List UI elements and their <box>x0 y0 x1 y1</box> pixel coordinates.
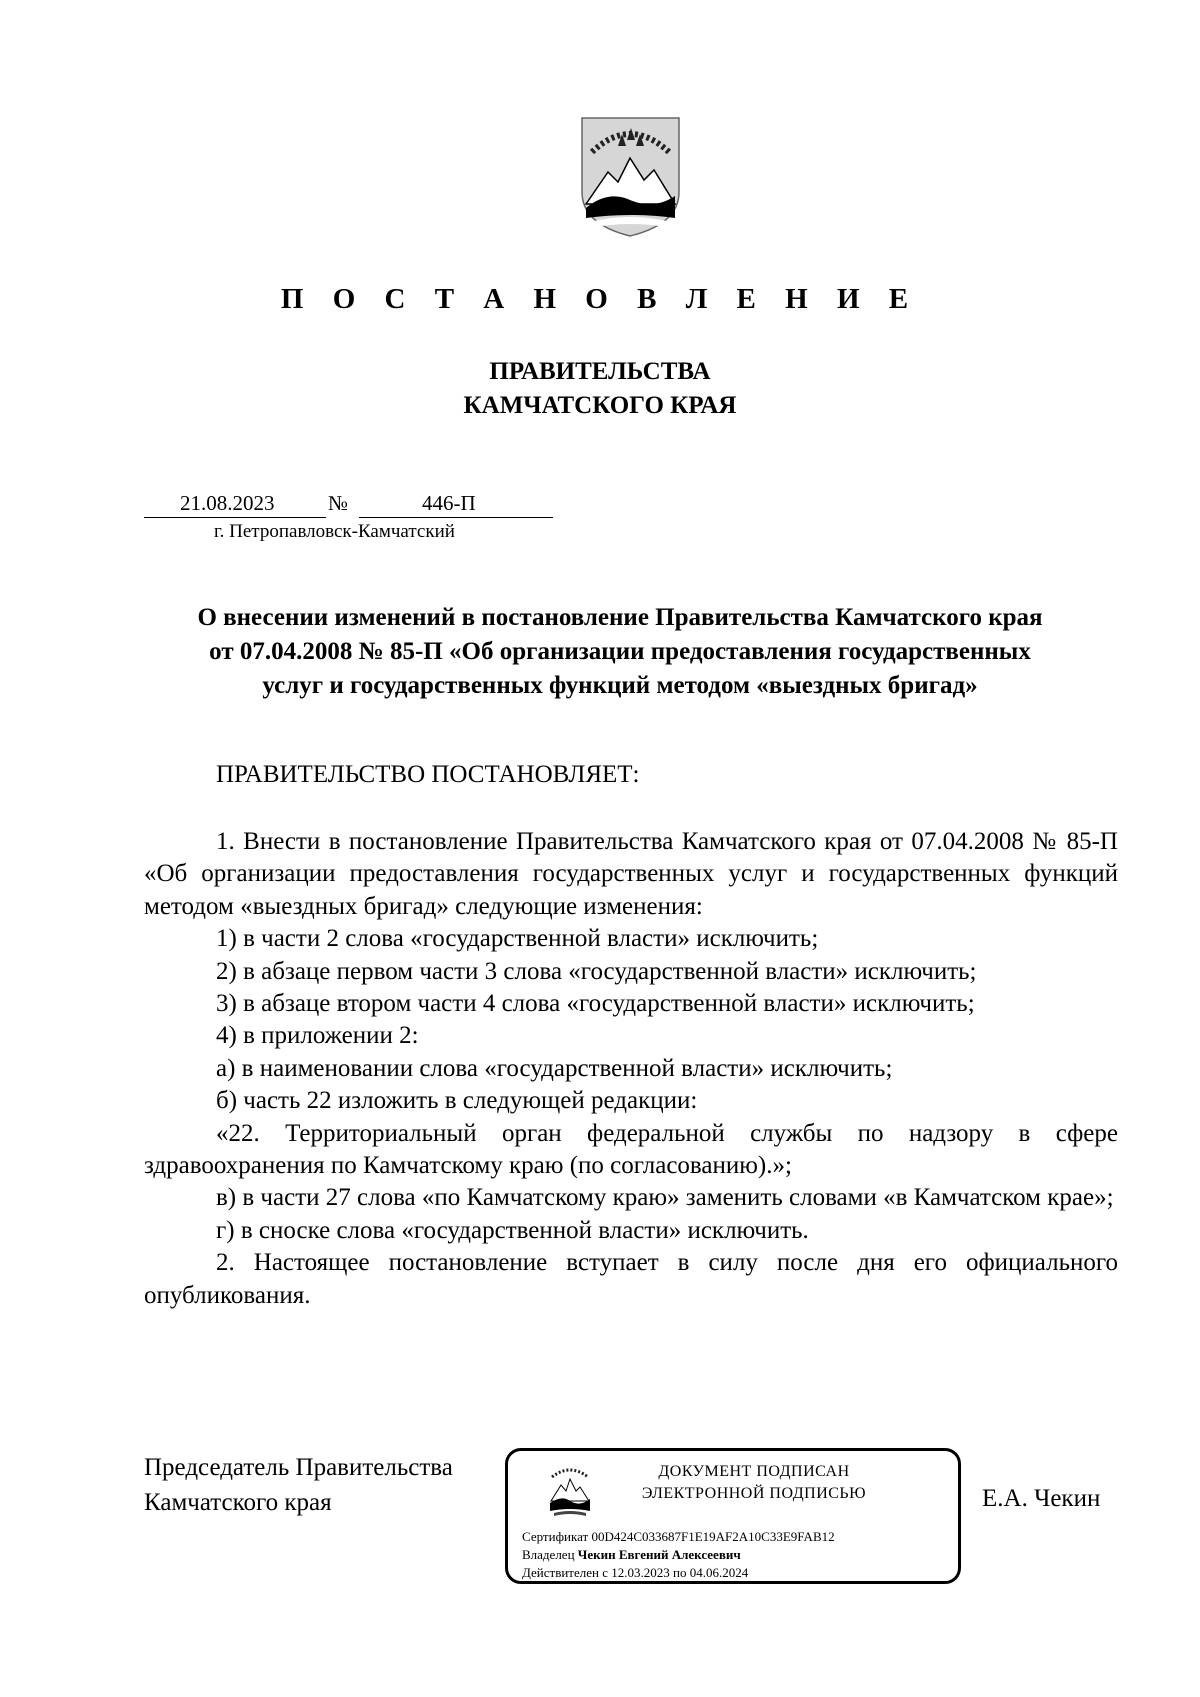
paragraph: 2. Настоящее постановление вступает в силу после дня его официального опубликования. <box>144 1249 1118 1309</box>
valid-to-label: по <box>673 1565 687 1580</box>
certificate-label: Сертификат <box>522 1529 589 1544</box>
subject-line-2: от 07.04.2008 № 85-П «Об организации предоставления государственных <box>209 638 1031 665</box>
signer-title <box>144 1450 453 1520</box>
date-number-line <box>144 491 552 519</box>
electronic-signature-stamp <box>505 1448 961 1584</box>
validity-label: Действителен <box>522 1565 599 1580</box>
paragraph: 2) в абзаце первом части 3 слова «государственной власти» исключить; <box>216 957 977 985</box>
number-sign: № <box>328 491 349 515</box>
number-underline <box>359 517 553 518</box>
owner-label: Владелец <box>522 1547 575 1562</box>
document-body <box>144 826 1118 1312</box>
paragraph: «22. Территориальный орган федеральной службы по надзору в сфере здравоохранения по Камчатскому краю (по согласованию).»; <box>144 1119 1118 1180</box>
subject-line-3: услуг и государственных функций методом «выездных бригад» <box>262 672 978 699</box>
paragraph: б) часть 22 изложить в следующей редакции: <box>216 1087 698 1115</box>
signer-title-line-1: Председатель Правительства <box>144 1454 453 1481</box>
validity-line <box>522 1565 748 1581</box>
date-underline <box>144 517 326 518</box>
paragraph: г) в сноске слова «государственной власти» исключить. <box>216 1216 809 1244</box>
authority-line-1: ПРАВИТЕЛЬСТВА <box>489 358 711 385</box>
paragraph: 1. Внести в постановление Правительства Камчатского края от 07.04.2008 № 85-П «Об организации предоставления государственных услуг и государственных функций методом «выездных бригад» следующие изменения: <box>144 828 1118 920</box>
kamchatka-emblem-icon <box>578 112 683 240</box>
document-number: 446-П <box>422 491 476 515</box>
certificate-line <box>522 1529 835 1545</box>
paragraph: в) в части 27 слова «по Камчатскому краю» заменить словами «в Камчатском крае»; <box>216 1184 1114 1212</box>
certificate-value: 00D424C033687F1E19AF2A10C33E9FAB12 <box>591 1529 835 1544</box>
document-date: 21.08.2023 <box>180 491 275 515</box>
resolves-heading: ПРАВИТЕЛЬСТВО ПОСТАНОВЛЯЕТ: <box>216 761 640 788</box>
stamp-heading <box>604 1461 904 1505</box>
document-subject <box>140 601 1100 703</box>
stamp-heading-line-1: ДОКУМЕНТ ПОДПИСАН <box>658 1463 850 1480</box>
signer-title-line-2: Камчатского края <box>144 1489 332 1516</box>
valid-to: 04.06.2024 <box>689 1565 749 1580</box>
stamp-heading-line-2: ЭЛЕКТРОННОЙ ПОДПИСЬЮ <box>641 1485 867 1502</box>
paragraph: 4) в приложении 2: <box>216 1022 419 1050</box>
stamp-emblem-icon <box>548 1461 592 1519</box>
owner-line <box>522 1547 741 1563</box>
paragraph: а) в наименовании слова «государственной власти» исключить; <box>216 1054 893 1082</box>
authority-line-2: КАМЧАТСКОГО КРАЯ <box>463 392 737 419</box>
owner-value: Чекин Евгений Алексеевич <box>577 1547 741 1562</box>
subject-line-1: О внесении изменений в постановление Правительства Камчатского края <box>197 604 1043 631</box>
document-title: П О С Т А Н О В Л Е Н И Е <box>280 283 920 315</box>
valid-from: 12.03.2023 <box>611 1565 670 1580</box>
paragraph: 3) в абзаце втором части 4 слова «государственной власти» исключить; <box>216 990 975 1018</box>
paragraph: 1) в части 2 слова «государственной власти» исключить; <box>216 925 819 953</box>
city: г. Петропавловск-Камчатский <box>214 521 455 542</box>
issuing-authority <box>0 355 1200 423</box>
signer-name: Е.А. Чекин <box>982 1485 1101 1512</box>
valid-from-label: с <box>602 1565 608 1580</box>
